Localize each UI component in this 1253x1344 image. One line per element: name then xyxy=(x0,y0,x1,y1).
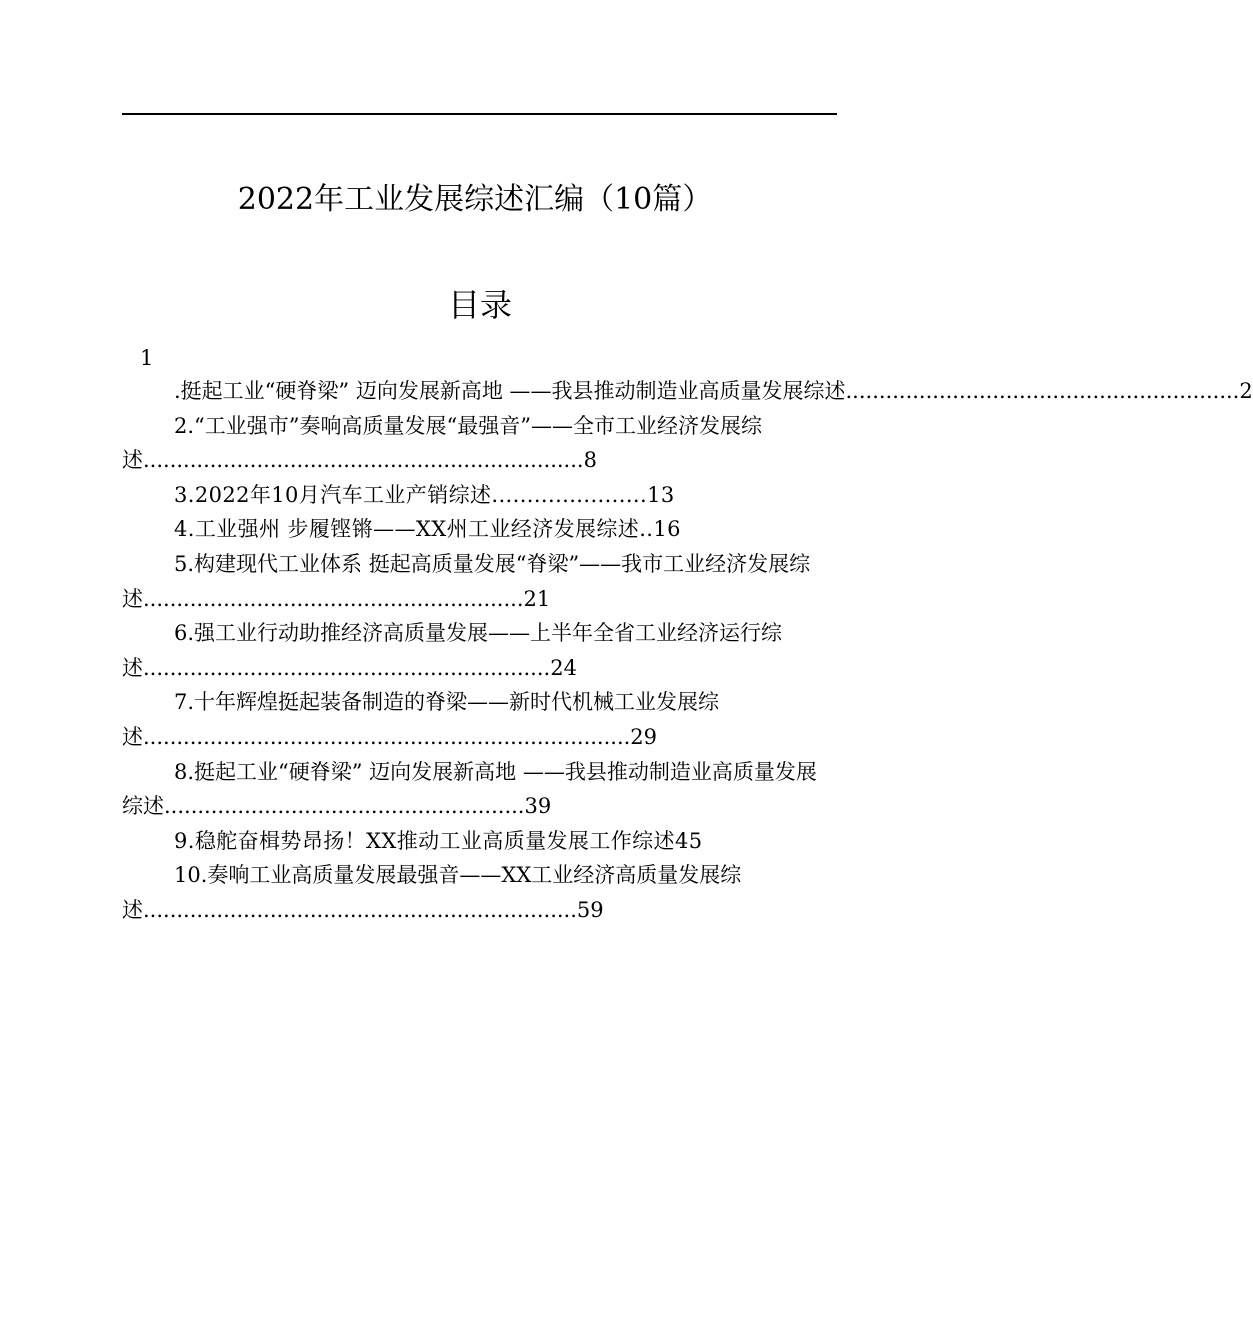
toc-entry-page: 45 xyxy=(674,828,703,853)
toc-entry-text: 4.工业强州 步履铿锵——XX州工业经济发展综述 xyxy=(174,517,640,542)
toc-entry-text: .挺起工业“硬脊梁” 迈向发展新高地 ——我县推动制造业高质量发展综述 xyxy=(174,379,846,403)
toc-entry-leader: ......................................................................... xyxy=(143,724,631,749)
table-of-contents xyxy=(122,374,1253,928)
toc-entry-page: 16 xyxy=(653,517,681,542)
toc-entry-text: 9.稳舵奋楫势昂扬！XX推动工业高质量发展工作综述 xyxy=(174,828,675,853)
toc-entry-leader: .................................................................. xyxy=(143,448,584,473)
toc-entry-text: 8.挺起工业“硬脊梁” 迈向发展新高地 ——我县推动制造业高质量发展综述 xyxy=(122,759,817,819)
toc-entry-text: 5.构建现代工业体系 挺起高质量发展“脊梁”——我市工业经济发展综述 xyxy=(122,551,811,611)
toc-entry-leader: ...................................................... xyxy=(164,794,525,819)
toc-entry-page: 39 xyxy=(524,794,552,819)
toc-entry-leader: ................................................................. xyxy=(143,897,577,922)
toc-entry-leader: ............................................................. xyxy=(143,655,551,680)
toc-entry-page: 2 xyxy=(1239,379,1253,403)
toc-entry-text: 7.十年辉煌挺起装备制造的脊梁——新时代机械工业发展综述 xyxy=(122,690,720,749)
toc-entry-2[interactable] xyxy=(122,409,837,478)
toc-entry-page: 24 xyxy=(550,655,577,680)
stray-number: 1 xyxy=(140,346,154,370)
toc-entry-page: 13 xyxy=(647,482,675,507)
toc-heading: 目录 xyxy=(447,286,512,324)
toc-entry-page: 8 xyxy=(583,448,597,473)
toc-entry-leader: .. xyxy=(639,517,654,542)
toc-entry-9[interactable] xyxy=(122,824,837,859)
toc-entry-8[interactable] xyxy=(122,755,837,824)
document-title: 2022年工业发展综述汇编（10篇） xyxy=(237,182,713,217)
toc-entry-5[interactable] xyxy=(122,547,837,616)
toc-entry-4[interactable] xyxy=(122,512,837,547)
top-rule xyxy=(122,113,837,115)
toc-entry-text: 3.2022年10月汽车工业产销综述 xyxy=(174,482,492,507)
toc-entry-text: 6.强工业行动助推经济高质量发展——上半年全省工业经济运行综述 xyxy=(122,621,783,680)
toc-entry-page: 59 xyxy=(576,897,604,922)
toc-entry-leader: ........................................................... xyxy=(845,379,1240,403)
toc-entry-10[interactable] xyxy=(122,858,837,927)
toc-entry-3[interactable] xyxy=(122,478,837,513)
toc-entry-text: 10.奏响工业高质量发展最强音——XX工业经济高质量发展综述 xyxy=(122,863,742,922)
toc-entry-7[interactable] xyxy=(122,685,837,754)
toc-entry-1[interactable] xyxy=(122,374,1253,409)
toc-entry-leader: ...................... xyxy=(491,482,648,507)
toc-entry-text: 2.“工业强市”奏响高质量发展“最强音”——全市工业经济发展综述 xyxy=(122,413,762,473)
toc-entry-page: 21 xyxy=(523,586,551,611)
toc-entry-6[interactable] xyxy=(122,616,837,685)
toc-entry-leader: ......................................................... xyxy=(143,586,524,611)
toc-entry-page: 29 xyxy=(630,724,658,749)
